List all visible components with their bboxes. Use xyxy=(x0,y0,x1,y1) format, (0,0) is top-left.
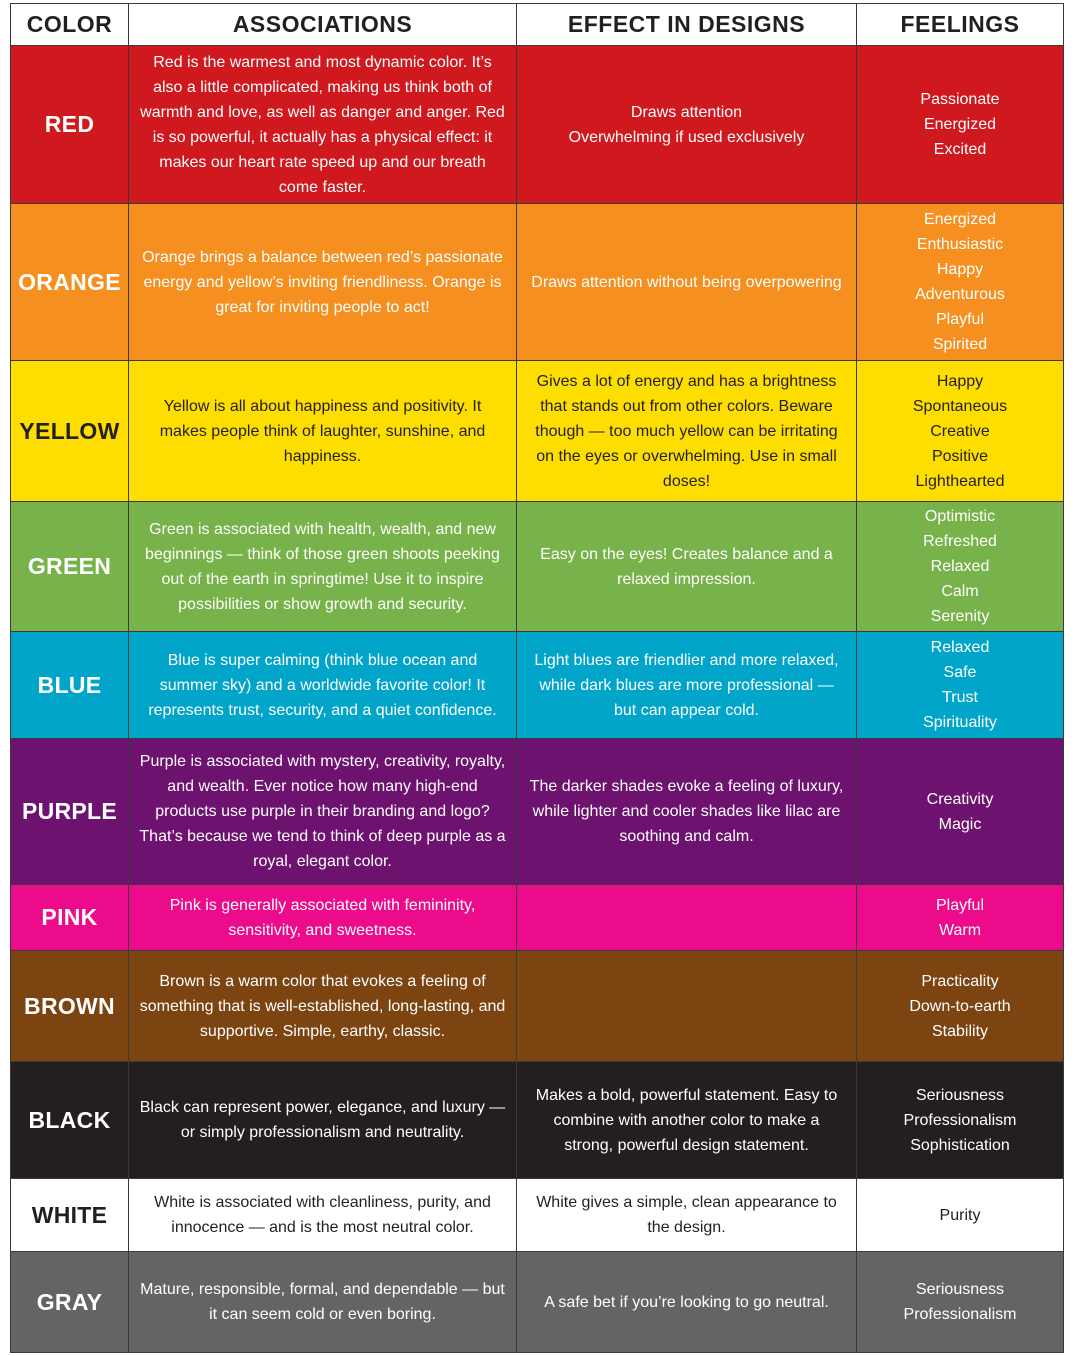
color-name: GRAY xyxy=(11,1252,129,1353)
effect-line: Light blues are friendlier and more relaxed, while dark blues are more professional — but can appear cold. xyxy=(534,651,839,719)
color-row-green xyxy=(11,502,1064,632)
feeling-item: Playful xyxy=(935,896,985,914)
feeling-item: Professionalism xyxy=(903,1111,1017,1129)
feeling-item: Energized xyxy=(923,116,997,133)
associations-cell: Mature, responsible, formal, and dependable — but it can seem cold or even boring. xyxy=(129,1252,517,1353)
feeling-item: Passionate xyxy=(920,91,1000,108)
feelings-cell xyxy=(857,951,1064,1062)
color-row-white xyxy=(11,1179,1064,1252)
color-name: YELLOW xyxy=(11,361,129,502)
header-feelings: FEELINGS xyxy=(857,4,1064,46)
color-name: PINK xyxy=(11,885,129,951)
feeling-item: Relaxed xyxy=(930,639,990,656)
color-row-pink xyxy=(11,885,1064,951)
effect-line: Makes a bold, powerful statement. Easy to combine with another color to make a strong, powerful design statement. xyxy=(535,1086,838,1154)
color-name: BLUE xyxy=(11,632,129,739)
effect-cell xyxy=(517,1179,857,1252)
color-name: ORANGE xyxy=(11,204,129,361)
color-name: GREEN xyxy=(11,502,129,632)
effect-line: Easy on the eyes! Creates balance and a relaxed impression. xyxy=(540,545,833,588)
effect-line: The darker shades evoke a feeling of luxury, while lighter and cooler shades like lilac are soothing and calm. xyxy=(529,778,844,845)
header-row xyxy=(11,4,1064,46)
associations-cell: Green is associated with health, wealth, and new beginnings — think of those green shoots peeking out of the earth in springtime! Use it to inspire possibilities or show growth and security. xyxy=(129,502,517,632)
effect-cell xyxy=(517,502,857,632)
effect-cell xyxy=(517,632,857,739)
associations-cell: White is associated with cleanliness, purity, and innocence — and is the most neutral color. xyxy=(129,1179,517,1252)
color-meaning-table xyxy=(10,3,1064,1353)
feeling-item: Playful xyxy=(935,311,985,328)
feeling-item: Lighthearted xyxy=(915,472,1005,490)
header-color: COLOR xyxy=(11,4,129,46)
feelings-cell xyxy=(857,632,1064,739)
associations-cell: Blue is super calming (think blue ocean and summer sky) and a worldwide favorite color! It represents trust, security, and a quiet confidence. xyxy=(129,632,517,739)
header-effect: EFFECT IN DESIGNS xyxy=(517,4,857,46)
associations-cell: Red is the warmest and most dynamic color. It’s also a little complicated, making us think both of warmth and love, as well as danger and anger. Red is so powerful, it actually has a physical effect: it makes our heart rate speed up and our breath come faster. xyxy=(129,46,517,204)
feelings-cell xyxy=(857,361,1064,502)
effect-line: Gives a lot of energy and has a brightness that stands out from other colors. Beware though — too much yellow can be irritating on the eyes or overwhelming. Use in small doses! xyxy=(535,372,838,490)
effect-line: Draws attention xyxy=(630,103,743,121)
associations-cell: Brown is a warm color that evokes a feeling of something that is well-established, long-lasting, and supportive. Simple, earthy, classic. xyxy=(129,951,517,1062)
feeling-item: Spontaneous xyxy=(912,397,1008,415)
color-row-black xyxy=(11,1062,1064,1179)
feelings-cell xyxy=(857,885,1064,951)
color-row-red xyxy=(11,46,1064,204)
feeling-item: Professionalism xyxy=(903,1306,1017,1323)
feeling-item: Trust xyxy=(942,689,978,706)
feelings-cell xyxy=(857,1252,1064,1353)
feeling-item: Purity xyxy=(939,1206,981,1224)
feeling-item: Sophistication xyxy=(910,1136,1010,1154)
effect-cell xyxy=(517,46,857,204)
effect-line: Overwhelming if used exclusively xyxy=(568,128,805,146)
feeling-item: Serenity xyxy=(930,608,990,625)
associations-cell: Purple is associated with mystery, creativity, royalty, and wealth. Ever notice how many high-end products use purple in their branding and logo? That’s because we tend to think of deep purple as a royal, elegant color. xyxy=(129,739,517,885)
feeling-item: Safe xyxy=(943,664,977,681)
effect-cell xyxy=(517,204,857,361)
associations-cell: Orange brings a balance between red’s passionate energy and yellow’s inviting friendliness. Orange is great for inviting people to act! xyxy=(129,204,517,361)
feeling-item: Calm xyxy=(941,583,979,600)
associations-cell: Black can represent power, elegance, and luxury — or simply professionalism and neutrality. xyxy=(129,1062,517,1179)
effect-line: A safe bet if you’re looking to go neutral. xyxy=(544,1293,829,1311)
feeling-item: Seriousness xyxy=(915,1281,1005,1298)
effect-line: White gives a simple, clean appearance to the design. xyxy=(536,1194,837,1236)
feeling-item: Practicality xyxy=(921,972,999,990)
effect-cell xyxy=(517,885,857,951)
color-name: BLACK xyxy=(11,1062,129,1179)
effect-cell xyxy=(517,1252,857,1353)
feeling-item: Stability xyxy=(931,1022,989,1040)
feeling-item: Refreshed xyxy=(923,533,997,550)
feeling-item: Relaxed xyxy=(930,558,990,575)
feelings-cell xyxy=(857,1062,1064,1179)
color-row-purple xyxy=(11,739,1064,885)
feeling-item: Warm xyxy=(938,921,982,939)
feelings-cell xyxy=(857,739,1064,885)
effect-cell xyxy=(517,1062,857,1179)
feeling-item: Seriousness xyxy=(915,1086,1005,1104)
feeling-item: Enthusiastic xyxy=(916,236,1004,253)
feeling-item: Down-to-earth xyxy=(909,997,1011,1015)
feelings-cell xyxy=(857,1179,1064,1252)
feeling-item: Positive xyxy=(931,447,989,465)
effect-cell xyxy=(517,951,857,1062)
associations-cell: Pink is generally associated with femininity, sensitivity, and sweetness. xyxy=(129,885,517,951)
feelings-cell xyxy=(857,46,1064,204)
feeling-item: Energized xyxy=(923,211,997,228)
color-row-gray xyxy=(11,1252,1064,1353)
associations-cell: Yellow is all about happiness and positivity. It makes people think of laughter, sunshine, and happiness. xyxy=(129,361,517,502)
feeling-item: Creative xyxy=(930,422,990,440)
header-associations: ASSOCIATIONS xyxy=(129,4,517,46)
feeling-item: Magic xyxy=(938,815,982,833)
color-name: WHITE xyxy=(11,1179,129,1252)
feelings-cell xyxy=(857,204,1064,361)
feeling-item: Spirited xyxy=(932,336,988,353)
feeling-item: Optimistic xyxy=(924,508,996,525)
feeling-item: Creativity xyxy=(926,790,994,808)
feeling-item: Spirituality xyxy=(923,714,997,731)
feeling-item: Adventurous xyxy=(915,286,1005,303)
color-row-yellow xyxy=(11,361,1064,502)
color-name: PURPLE xyxy=(11,739,129,885)
effect-cell xyxy=(517,739,857,885)
effect-cell xyxy=(517,361,857,502)
color-row-orange xyxy=(11,204,1064,361)
color-name: RED xyxy=(11,46,129,204)
effect-line: Draws attention without being overpowering xyxy=(531,273,842,291)
feelings-cell xyxy=(857,502,1064,632)
feeling-item: Happy xyxy=(936,372,984,390)
feeling-item: Excited xyxy=(933,141,987,158)
color-name: BROWN xyxy=(11,951,129,1062)
color-row-brown xyxy=(11,951,1064,1062)
color-row-blue xyxy=(11,632,1064,739)
feeling-item: Happy xyxy=(936,261,984,278)
